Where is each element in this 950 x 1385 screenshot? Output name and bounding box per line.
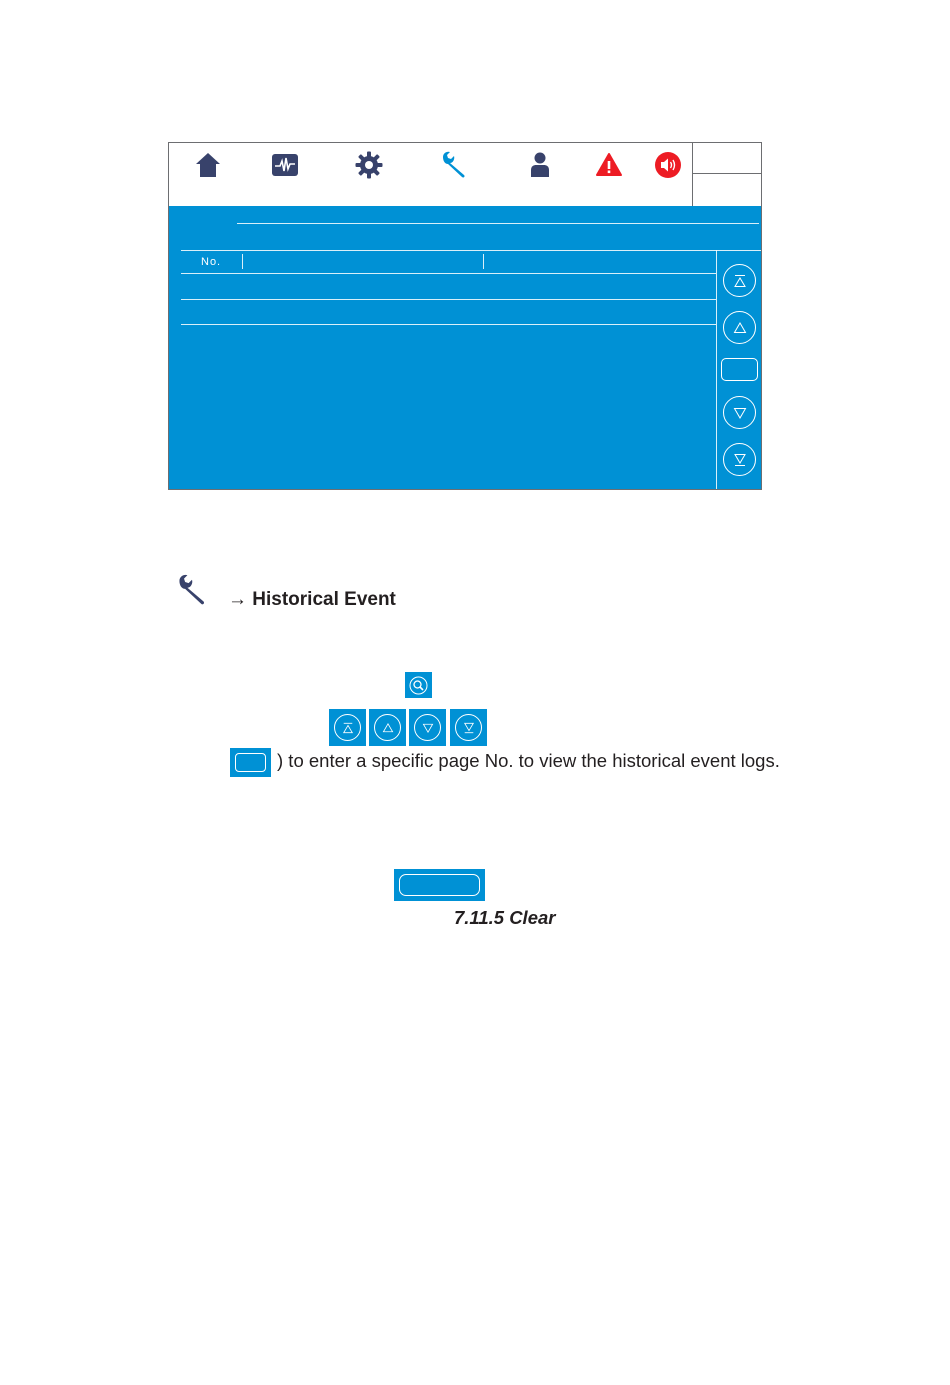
up-triangle-icon — [733, 322, 747, 334]
down-triangle-icon — [733, 407, 747, 419]
waveform-icon[interactable] — [271, 151, 299, 179]
wrench-icon — [176, 574, 208, 606]
column-separator-2 — [483, 254, 484, 269]
previous-page-button — [369, 709, 406, 746]
nav-column-divider — [716, 250, 717, 489]
gear-icon[interactable] — [355, 151, 383, 179]
page-number-box[interactable] — [721, 358, 758, 381]
magnifier-icon — [409, 676, 428, 695]
section-heading: 7.11.5 Clear — [454, 907, 556, 928]
status-divider — [693, 173, 762, 174]
clear-button — [394, 869, 485, 901]
table-row — [181, 273, 716, 274]
page-number-button — [230, 748, 271, 777]
column-separator-1 — [242, 254, 243, 269]
title-underline — [237, 223, 759, 224]
warning-icon[interactable] — [595, 151, 623, 179]
last-page-button — [450, 709, 487, 746]
clear-button-frame — [399, 874, 480, 896]
first-page-icon — [733, 274, 747, 288]
last-page-icon — [463, 722, 475, 734]
wrench-icon[interactable] — [440, 151, 468, 179]
search-button — [405, 672, 432, 698]
historical-event-panel — [169, 206, 761, 489]
status-display-area — [692, 143, 762, 206]
column-header-no: No. — [201, 256, 222, 268]
up-triangle-icon — [382, 723, 394, 733]
page-navigation-buttons — [329, 709, 489, 746]
page-instruction-text: ) to enter a specific page No. to view the historical event logs. — [277, 750, 780, 771]
speaker-icon[interactable] — [654, 151, 682, 179]
next-page-button — [409, 709, 446, 746]
user-icon[interactable] — [526, 151, 554, 179]
table-top-line — [181, 250, 761, 251]
home-icon[interactable] — [194, 151, 222, 179]
last-page-icon — [733, 453, 747, 467]
menu-path-label: → Historical Event — [228, 589, 396, 610]
first-page-button — [329, 709, 366, 746]
down-triangle-icon — [422, 723, 434, 733]
touchscreen-mockup — [168, 142, 762, 490]
next-page-button[interactable] — [723, 396, 756, 429]
table-row — [181, 299, 716, 300]
last-page-button[interactable] — [723, 443, 756, 476]
first-page-icon — [342, 722, 354, 734]
page-number-box — [235, 753, 266, 772]
table-row — [181, 324, 716, 325]
top-navigation-bar — [169, 143, 761, 206]
previous-page-button[interactable] — [723, 311, 756, 344]
first-page-button[interactable] — [723, 264, 756, 297]
